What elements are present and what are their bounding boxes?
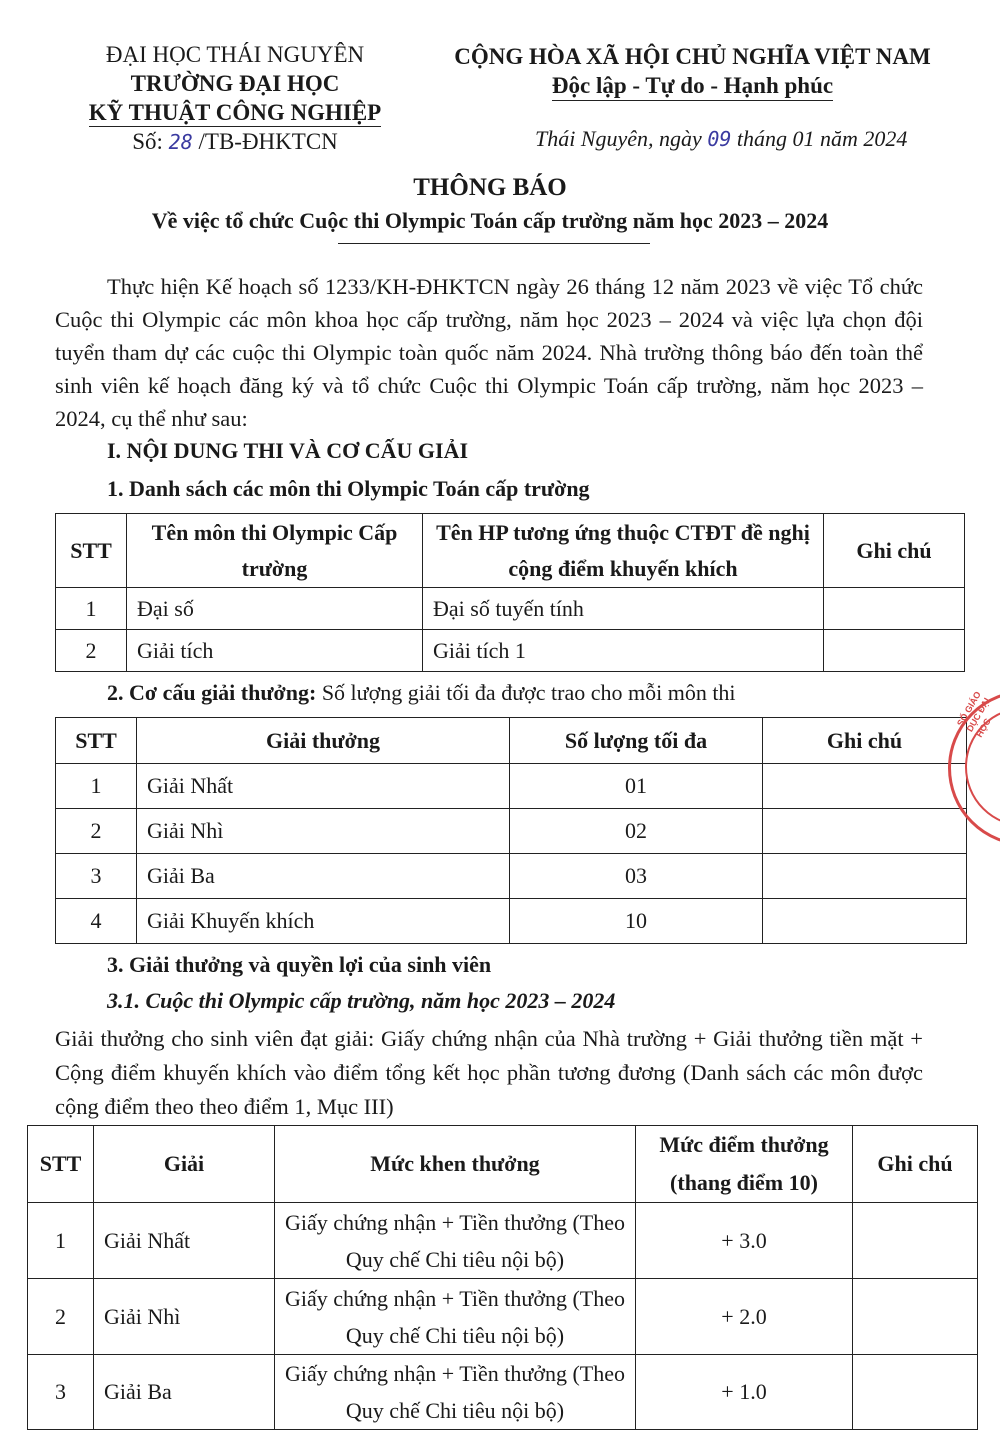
document-number: Số: 28 /TB-ĐHKTCN <box>132 129 338 154</box>
table3-header-points: Mức điểm thưởng (thang điểm 10) <box>636 1126 853 1203</box>
table2-header-quantity: Số lượng tối đa <box>510 718 763 764</box>
table1-header-course: Tên HP tương ứng thuộc CTĐT đề nghị cộng điểm khuyến khích <box>423 514 824 588</box>
school-name-line2: KỸ THUẬT CÔNG NGHIỆP <box>88 100 382 125</box>
table2-header-stt: STT <box>56 718 137 764</box>
table-row: 3 Giải Ba 03 <box>56 854 967 899</box>
table-row: 1 Đại số Đại số tuyến tính <box>56 588 965 630</box>
table3-header-reward: Mức khen thưởng <box>275 1126 636 1203</box>
table-row: 3 Giải Ba Giấy chứng nhận + Tiền thưởng (Theo Quy chế Chi tiêu nội bộ) + 1.0 <box>28 1355 978 1430</box>
table-row: 1 Giải Nhất Giấy chứng nhận + Tiền thưởng (Theo Quy chế Chi tiêu nội bộ) + 3.0 <box>28 1203 978 1279</box>
intro-paragraph: Thực hiện Kế hoạch số 1233/KH-ĐHKTCN ngày 26 tháng 12 năm 2023 về việc Tổ chức Cuộc thi Olympic các môn khoa học cấp trường, năm học 2023 – 2024 và việc lựa chọn đội tuyển tham dự các cuộc thi Olympic toàn quốc năm 2024. Nhà trường thông báo đến toàn thể sinh viên kế hoạch đăng ký và tổ chức Cuộc thi Olympic Toán cấp trường, năm học 2023 – 2024, cụ thể như sau: <box>55 274 923 431</box>
table1-header-stt: STT <box>56 514 127 588</box>
subtitle-divider <box>338 243 650 244</box>
university-name: ĐẠI HỌC THÁI NGUYÊN <box>105 42 365 67</box>
table-row: 2 Giải Nhì 02 <box>56 809 967 854</box>
subsection-2-heading: 2. Cơ cấu giải thưởng: Số lượng giải tối đa được trao cho mỗi môn thi <box>107 680 736 705</box>
table-row: 1 Giải Nhất 01 <box>56 764 967 809</box>
table1-header-note: Ghi chú <box>824 514 965 588</box>
header-left <box>40 40 430 157</box>
stamp-text: SỐ GIÁO DỤC ĐẠI HỌC <box>955 689 993 739</box>
school-name-line1: TRƯỜNG ĐẠI HỌC <box>130 71 340 96</box>
subjects-table <box>55 513 965 672</box>
table-row: 4 Giải Khuyến khích 10 <box>56 899 967 944</box>
rewards-table <box>27 1125 978 1430</box>
date-day: 09 <box>707 127 732 151</box>
subsection-1-heading: 1. Danh sách các môn thi Olympic Toán cấp trường <box>107 476 590 501</box>
notice-title: THÔNG BÁO <box>413 174 567 201</box>
subsection-3-1-heading: 3.1. Cuộc thi Olympic cấp trường, năm học 2023 – 2024 <box>107 988 616 1013</box>
header-right <box>425 42 960 101</box>
prize-structure-table <box>55 717 967 944</box>
notice-subtitle: Về việc tổ chức Cuộc thi Olympic Toán cấp trường năm học 2023 – 2024 <box>151 208 829 233</box>
table1-header-subject: Tên môn thi Olympic Cấp trường <box>127 514 423 588</box>
table-row: 2 Giải tích Giải tích 1 <box>56 630 965 672</box>
section-1-heading: I. NỘI DUNG THI VÀ CƠ CẤU GIẢI <box>107 438 469 463</box>
motto: Độc lập - Tự do - Hạnh phúc <box>552 72 833 101</box>
table3-header-prize: Giải <box>94 1126 275 1203</box>
table3-header-stt: STT <box>28 1126 94 1203</box>
document-number-value: 28 <box>168 130 193 154</box>
republic-name: CỘNG HÒA XÃ HỘI CHỦ NGHĨA VIỆT NAM <box>454 44 931 69</box>
table3-header-note: Ghi chú <box>853 1126 978 1203</box>
subsection-3-heading: 3. Giải thưởng và quyền lợi của sinh viên <box>107 952 492 977</box>
rewards-paragraph: Giải thưởng cho sinh viên đạt giải: Giấy chứng nhận của Nhà trường + Giải thưởng tiền mặt + Cộng điểm khuyến khích vào điểm tổng kết học phần tương đương (Danh sách các môn được cộng điểm theo theo điểm 1, Mục III) <box>55 1026 923 1119</box>
table2-header-note: Ghi chú <box>763 718 967 764</box>
table2-header-prize: Giải thưởng <box>137 718 510 764</box>
date-line: Thái Nguyên, ngày 09 tháng 01 năm 2024 <box>535 126 908 151</box>
table-row: 2 Giải Nhì Giấy chứng nhận + Tiền thưởng (Theo Quy chế Chi tiêu nội bộ) + 2.0 <box>28 1279 978 1355</box>
